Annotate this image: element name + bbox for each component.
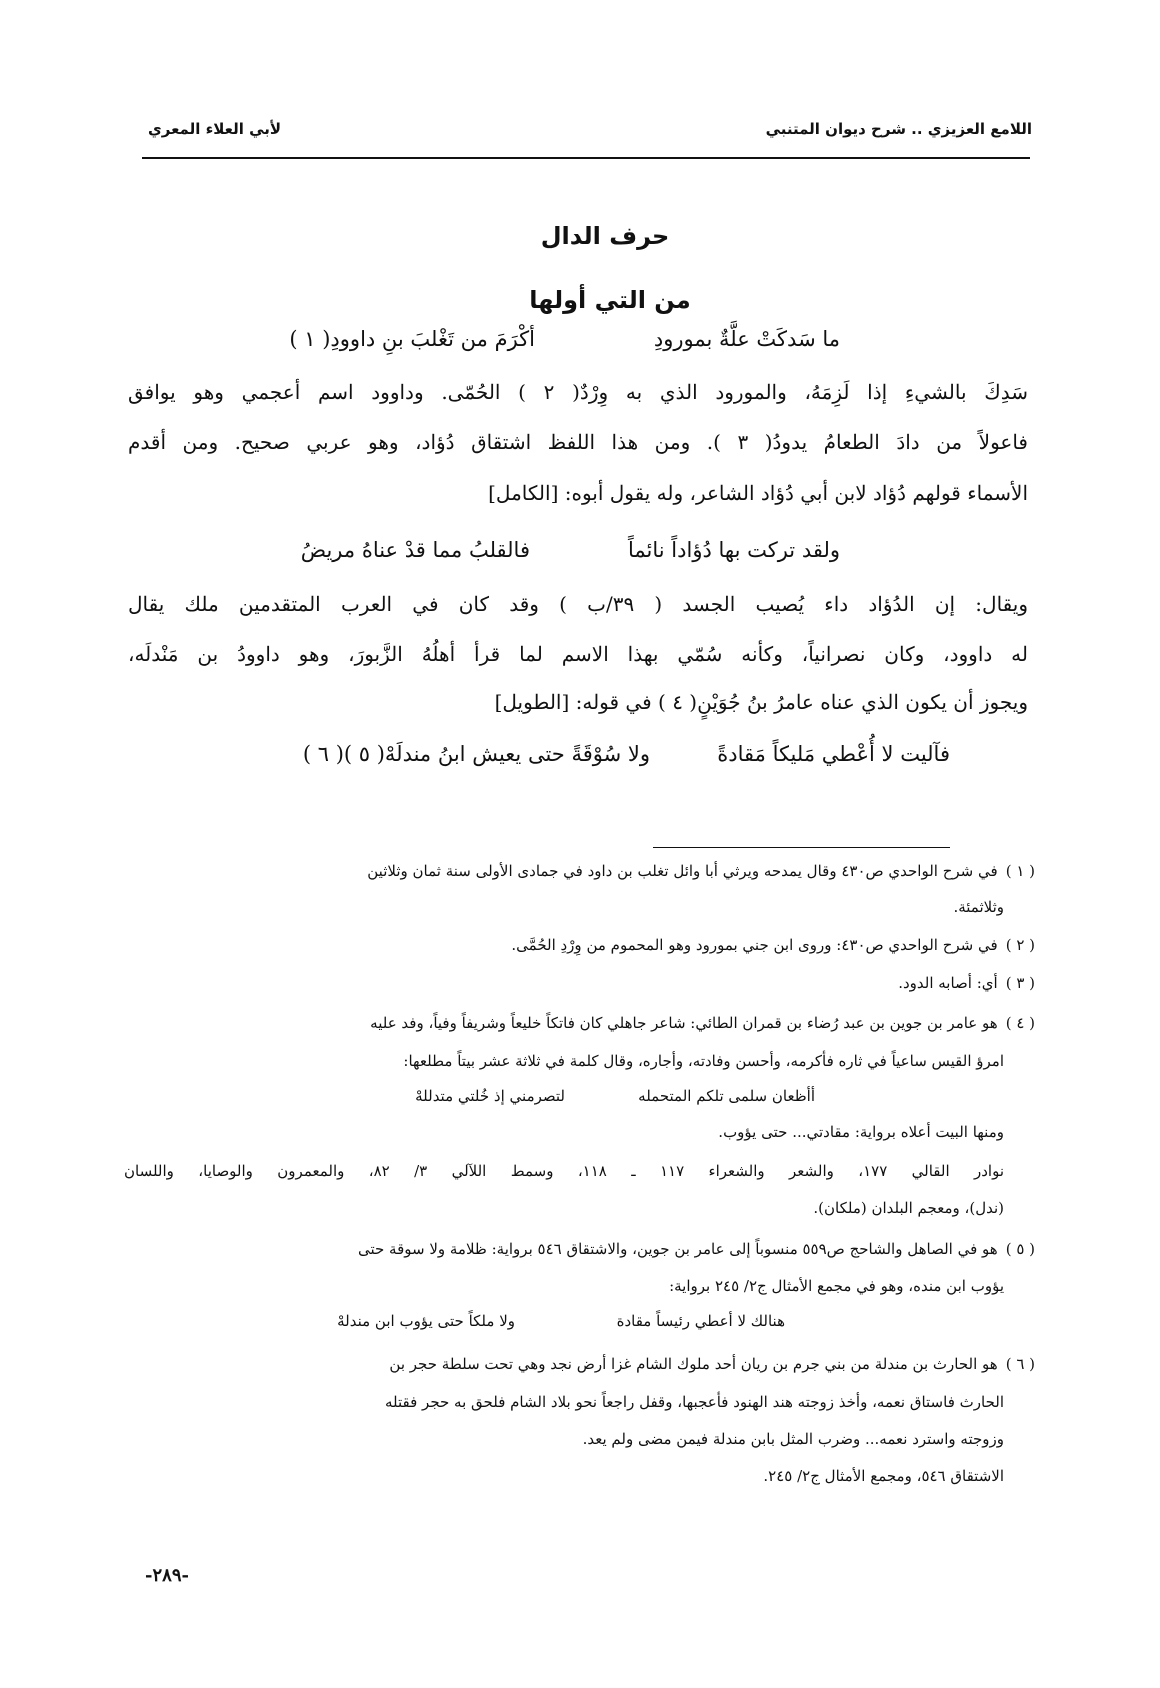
body-line: ويقال: إن الدُؤاد داء يُصيب الجسد ( ٣٩/ب ) وقد كان في العرب المتقدمين ملك يقال [128, 592, 1028, 616]
footnote-4-cont: (ندل)، ومعجم البلدان (ملكان). [813, 1199, 1004, 1217]
chapter-title: حرف الدال [540, 222, 670, 250]
footnote-text: هو في الصاهل والشاحج ص٥٥٩ منسوباً إلى عامر بن جوين، والاشتقاق ٥٤٦ برواية: ظلامة ولا سوقة حتى [357, 1240, 998, 1258]
footnote-5 [125, 1240, 1035, 1258]
footnote-number: ( ٦ ) [1005, 1355, 1035, 1373]
body-line: له داوود، وكان نصرانياً، وكأنه سُمّي بهذا الاسم لما قرأ أهلُهُ الزَّبورَ، وهو داوودُ بن مَنْدلَه، [128, 642, 1028, 666]
chapter-subtitle: من التي أولها [529, 286, 691, 314]
footnote-number: ( ٥ ) [1005, 1240, 1035, 1258]
body-line: سَدِكَ بالشيءِ إذا لَزِمَهُ، والمورود الذي به وِرْدٌ( ٢ ) الحُمّى. وداوود اسم أعجمي وهو يوافق [128, 380, 1028, 404]
body-line: ويجوز أن يكون الذي عناه عامرُ بنُ جُوَيْنٍ( ٤ ) في قوله: [الطويل] [494, 690, 1028, 714]
body-line: فاعولاً من دادَ الطعامُ يدودُ( ٣ ). ومن هذا اللفظ اشتقاق دُؤاد، وهو عربي صحيح. ومن أقدم [128, 430, 1028, 454]
footnote-6 [125, 1355, 1035, 1373]
footnote-5-cont: يؤوب ابن منده، وهو في مجمع الأمثال ج٢/ ٢٤٥ برواية: [669, 1277, 1004, 1295]
verse-first-hemistich: فآليت لا أُعْطي مَليكاً مَقادةً [717, 742, 950, 766]
footnote-text: هو عامر بن جوين بن عبد رُضاء بن قمران الطائي: شاعر جاهلي كان فاتكاً خليعاً وشريفاً وفياً، وفد عليه [370, 1014, 998, 1032]
footnote-2 [125, 936, 1035, 954]
footnote-6-cont: وزوجته واسترد نعمه... وضرب المثل بابن مندلة فيمن مضى ولم يعد. [582, 1430, 1004, 1448]
footnote-1-cont: وثلاثمئة. [953, 898, 1004, 916]
verse-second-hemistich: فالقلبُ مما قدْ عناهُ مريضُ [300, 538, 530, 562]
footnote-4-cont: ومنها البيت أعلاه برواية: مقادتي... حتى يؤوب. [718, 1123, 1004, 1141]
body-line: الأسماء قولهم دُؤاد لابن أبي دُؤاد الشاعر، وله يقول أبوه: [الكامل] [488, 481, 1028, 505]
footnote-number: ( ٢ ) [1005, 936, 1035, 954]
footnote-text: هو الحارث بن مندلة من بني جرم بن ريان أحد ملوك الشام غزا أرض نجد وهي تحت سلطة حجر بن [389, 1355, 998, 1373]
page-number: -٢٨٩- [145, 1565, 189, 1586]
footnote-3 [125, 974, 1035, 992]
footnote-4-cont: امرؤ القيس ساعياً في ثاره فأكرمه، وأحسن وفادته، وأجاره، وقال كلمة في ثلاثة عشر بيتاً مطلعها: [403, 1052, 1004, 1070]
footnote-number: ( ٤ ) [1005, 1014, 1035, 1032]
header-divider [142, 157, 1030, 159]
footnote-separator [653, 847, 950, 848]
footnote-verse-second-hemistich: ولا ملكاً حتى يؤوب ابن مندلهْ [337, 1312, 515, 1330]
footnote-4-cont: نوادر القالي ١٧٧، والشعر والشعراء ١١٧ ـ ١١٨، وسمط اللآلي ٣/ ٨٢، والمعمرون والوصايا، واللسان [124, 1162, 1004, 1180]
footnote-number: ( ٣ ) [1005, 974, 1035, 992]
footnote-6-cont: الحارث فاستاق نعمه، وأخذ زوجته هند الهنود فأعجبها، وقفل راجعاً نحو بلاد الشام فلحق به حجر فقتله [385, 1393, 1004, 1411]
opening-verse-first-hemistich: ما سَدكَتْ علَّةٌ بمورودِ [653, 327, 840, 351]
footnote-text: في شرح الواحدي ص٤٣٠ وقال يمدحه ويرثي أبا وائل تغلب بن داود في جمادى الأولى سنة ثمان وثلاثين [367, 862, 998, 880]
opening-verse-second-hemistich: أكْرَمَ من تَغْلبَ بنِ داوودِ( ١ ) [289, 327, 535, 351]
footnote-6-cont: الاشتقاق ٥٤٦، ومجمع الأمثال ج٢/ ٢٤٥. [763, 1467, 1004, 1485]
running-header-title: اللامع العزيزي .. شرح ديوان المتنبي [765, 120, 1032, 138]
footnote-text: في شرح الواحدي ص٤٣٠: وروى ابن جني بمورود وهو المحموم من وِرْدِ الحُمَّى. [511, 936, 998, 954]
running-header-author: لأبي العلاء المعري [148, 120, 282, 138]
footnote-4 [125, 1014, 1035, 1032]
footnote-text: أي: أصابه الدود. [898, 974, 998, 992]
footnote-1 [125, 862, 1035, 880]
footnote-verse-first-hemistich: أأظعان سلمى تلكم المتحمله [638, 1087, 815, 1105]
verse-second-hemistich: ولا سُوْقَةً حتى يعيش ابنُ مندلَهْ( ٥ )( ٦ ) [302, 742, 650, 766]
footnote-number: ( ١ ) [1005, 862, 1035, 880]
footnote-verse-first-hemistich: هنالك لا أعطي رئيساً مقادة [616, 1312, 785, 1330]
verse-first-hemistich: ولقد تركت بها دُؤاداً نائماً [628, 538, 840, 562]
footnote-verse-second-hemistich: لتصرمني إذ خُلتي متدللهْ [415, 1087, 565, 1105]
